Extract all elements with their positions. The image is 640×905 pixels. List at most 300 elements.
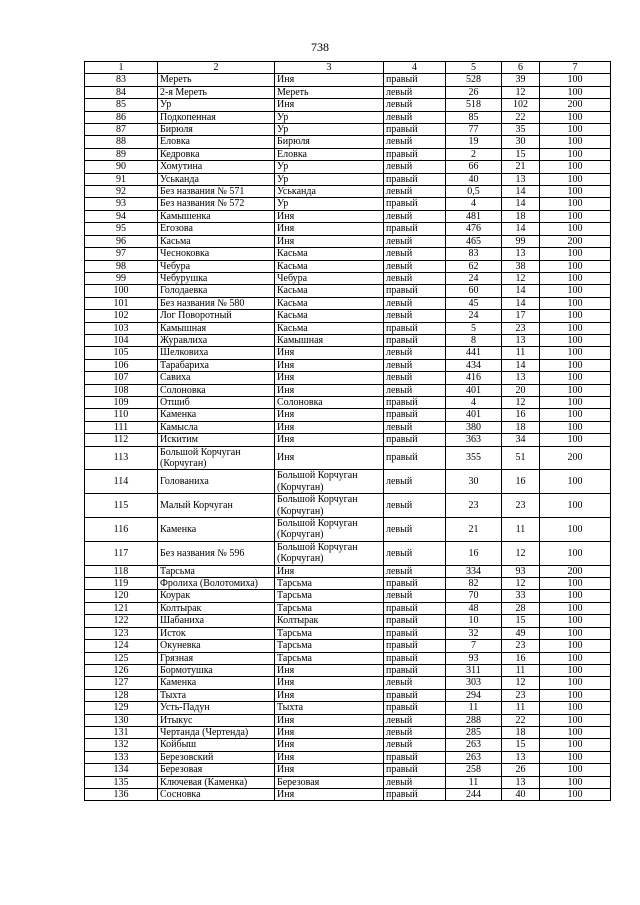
parent-river-cell: Бирюля [275,136,384,148]
parent-river-cell: Ур [275,173,384,185]
protection-zone-width-cell: 100 [540,764,611,776]
distance-from-mouth-cell: 26 [446,86,502,98]
distance-from-mouth-cell: 2 [446,148,502,160]
river-length-cell: 12 [502,86,540,98]
distance-from-mouth-cell: 45 [446,297,502,309]
header-col-2: 2 [158,62,275,74]
row-number-cell: 112 [85,434,158,446]
distance-from-mouth-cell: 62 [446,260,502,272]
distance-from-mouth-cell: 85 [446,111,502,123]
row-number-cell: 91 [85,173,158,185]
table-row [85,494,611,518]
river-length-cell: 16 [502,652,540,664]
distance-from-mouth-cell: 40 [446,173,502,185]
parent-river-cell: Иня [275,434,384,446]
protection-zone-width-cell: 100 [540,409,611,421]
river-length-cell: 14 [502,359,540,371]
parent-river-cell: Касьма [275,260,384,272]
river-length-cell: 16 [502,409,540,421]
river-length-cell: 12 [502,677,540,689]
distance-from-mouth-cell: 355 [446,446,502,470]
row-number-cell: 84 [85,86,158,98]
parent-river-cell: Большой Корчуган (Корчуган) [275,518,384,542]
distance-from-mouth-cell: 518 [446,99,502,111]
parent-river-cell: Иня [275,74,384,86]
parent-river-cell: Иня [275,764,384,776]
bank-side-cell: левый [384,161,446,173]
parent-river-cell: Березовая [275,776,384,788]
row-number-cell: 94 [85,210,158,222]
parent-river-cell: Иня [275,223,384,235]
row-number-cell: 89 [85,148,158,160]
distance-from-mouth-cell: 23 [446,494,502,518]
bank-side-cell: правый [384,322,446,334]
table-row [85,161,611,173]
river-length-cell: 14 [502,297,540,309]
table-row [85,578,611,590]
river-name-cell: Без названия № 571 [158,186,275,198]
river-name-cell: Койбыш [158,739,275,751]
river-name-cell: Большой Корчуган (Корчуган) [158,446,275,470]
protection-zone-width-cell: 100 [540,372,611,384]
table-row [85,664,611,676]
distance-from-mouth-cell: 24 [446,272,502,284]
river-length-cell: 99 [502,235,540,247]
table-row [85,285,611,297]
protection-zone-width-cell: 100 [540,689,611,701]
bank-side-cell: правый [384,602,446,614]
bank-side-cell: левый [384,235,446,247]
bank-side-cell: правый [384,640,446,652]
table-row [85,565,611,577]
river-name-cell: Березовая [158,764,275,776]
river-name-cell: Окуневка [158,640,275,652]
protection-zone-width-cell: 100 [540,111,611,123]
river-name-cell: Грязная [158,652,275,664]
parent-river-cell: Большой Корчуган (Корчуган) [275,541,384,565]
bank-side-cell: левый [384,739,446,751]
row-number-cell: 108 [85,384,158,396]
river-length-cell: 39 [502,74,540,86]
distance-from-mouth-cell: 4 [446,198,502,210]
table-row [85,751,611,763]
row-number-cell: 107 [85,372,158,384]
bank-side-cell: левый [384,677,446,689]
row-number-cell: 95 [85,223,158,235]
distance-from-mouth-cell: 311 [446,664,502,676]
distance-from-mouth-cell: 416 [446,372,502,384]
table-row [85,640,611,652]
bank-side-cell: левый [384,714,446,726]
protection-zone-width-cell: 100 [540,590,611,602]
table-body [85,74,611,801]
river-length-cell: 11 [502,702,540,714]
river-name-cell: Журавлиха [158,334,275,346]
parent-river-cell: Иня [275,421,384,433]
parent-river-cell: Иня [275,384,384,396]
river-name-cell: Тарсьма [158,565,275,577]
river-name-cell: Березовский [158,751,275,763]
river-name-cell: Шабаниха [158,615,275,627]
parent-river-cell: Иня [275,726,384,738]
river-length-cell: 30 [502,136,540,148]
distance-from-mouth-cell: 288 [446,714,502,726]
distance-from-mouth-cell: 263 [446,751,502,763]
river-name-cell: Каменка [158,409,275,421]
row-number-cell: 105 [85,347,158,359]
river-name-cell: Фролиха (Волотомиха) [158,578,275,590]
river-length-cell: 15 [502,615,540,627]
distance-from-mouth-cell: 48 [446,602,502,614]
row-number-cell: 117 [85,541,158,565]
row-number-cell: 125 [85,652,158,664]
protection-zone-width-cell: 100 [540,702,611,714]
distance-from-mouth-cell: 294 [446,689,502,701]
bank-side-cell: правый [384,74,446,86]
table-row [85,347,611,359]
parent-river-cell: Тарсьма [275,590,384,602]
river-length-cell: 13 [502,248,540,260]
distance-from-mouth-cell: 21 [446,518,502,542]
protection-zone-width-cell: 200 [540,446,611,470]
river-name-cell: Еловка [158,136,275,148]
protection-zone-width-cell: 100 [540,714,611,726]
row-number-cell: 115 [85,494,158,518]
parent-river-cell: Ур [275,198,384,210]
protection-zone-width-cell: 100 [540,285,611,297]
river-length-cell: 11 [502,347,540,359]
parent-river-cell: Иня [275,739,384,751]
protection-zone-width-cell: 100 [540,615,611,627]
distance-from-mouth-cell: 244 [446,788,502,800]
table-row [85,602,611,614]
distance-from-mouth-cell: 0,5 [446,186,502,198]
parent-river-cell: Большой Корчуган (Корчуган) [275,494,384,518]
protection-zone-width-cell: 100 [540,210,611,222]
bank-side-cell: левый [384,470,446,494]
row-number-cell: 106 [85,359,158,371]
river-name-cell: 2-я Мереть [158,86,275,98]
bank-side-cell: левый [384,565,446,577]
bank-side-cell: правый [384,148,446,160]
bank-side-cell: правый [384,173,446,185]
river-length-cell: 13 [502,372,540,384]
parent-river-cell: Иня [275,235,384,247]
row-number-cell: 102 [85,310,158,322]
bank-side-cell: правый [384,223,446,235]
river-name-cell: Ключевая (Каменка) [158,776,275,788]
bank-side-cell: левый [384,111,446,123]
river-name-cell: Малый Корчуган [158,494,275,518]
river-length-cell: 33 [502,590,540,602]
protection-zone-width-cell: 100 [540,602,611,614]
river-length-cell: 17 [502,310,540,322]
bank-side-cell: правый [384,198,446,210]
bank-side-cell: левый [384,248,446,260]
parent-river-cell: Иня [275,359,384,371]
row-number-cell: 131 [85,726,158,738]
bank-side-cell: левый [384,518,446,542]
protection-zone-width-cell: 100 [540,359,611,371]
header-col-7: 7 [540,62,611,74]
row-number-cell: 116 [85,518,158,542]
table-row [85,421,611,433]
distance-from-mouth-cell: 363 [446,434,502,446]
parent-river-cell: Иня [275,409,384,421]
bank-side-cell: правый [384,285,446,297]
river-length-cell: 15 [502,148,540,160]
row-number-cell: 93 [85,198,158,210]
parent-river-cell: Большой Корчуган (Корчуган) [275,470,384,494]
bank-side-cell: левый [384,590,446,602]
table-row [85,124,611,136]
table-row [85,677,611,689]
river-length-cell: 13 [502,751,540,763]
protection-zone-width-cell: 100 [540,198,611,210]
bank-side-cell: левый [384,297,446,309]
distance-from-mouth-cell: 30 [446,470,502,494]
river-name-cell: Камышная [158,322,275,334]
river-name-cell: Тарабариха [158,359,275,371]
river-name-cell: Каменка [158,518,275,542]
river-length-cell: 38 [502,260,540,272]
distance-from-mouth-cell: 24 [446,310,502,322]
protection-zone-width-cell: 100 [540,186,611,198]
river-name-cell: Ур [158,99,275,111]
protection-zone-width-cell: 100 [540,322,611,334]
distance-from-mouth-cell: 83 [446,248,502,260]
distance-from-mouth-cell: 70 [446,590,502,602]
distance-from-mouth-cell: 258 [446,764,502,776]
parent-river-cell: Ур [275,161,384,173]
row-number-cell: 126 [85,664,158,676]
bank-side-cell: правый [384,396,446,408]
protection-zone-width-cell: 100 [540,640,611,652]
river-name-cell: Бирюля [158,124,275,136]
distance-from-mouth-cell: 334 [446,565,502,577]
row-number-cell: 123 [85,627,158,639]
row-number-cell: 114 [85,470,158,494]
river-length-cell: 13 [502,334,540,346]
row-number-cell: 127 [85,677,158,689]
protection-zone-width-cell: 100 [540,310,611,322]
table-row [85,223,611,235]
parent-river-cell: Колтырак [275,615,384,627]
parent-river-cell: Касьма [275,297,384,309]
table-row [85,409,611,421]
table-row [85,739,611,751]
table-row [85,111,611,123]
distance-from-mouth-cell: 77 [446,124,502,136]
bank-side-cell: левый [384,86,446,98]
parent-river-cell: Тыхта [275,702,384,714]
table-row [85,297,611,309]
row-number-cell: 119 [85,578,158,590]
bank-side-cell: правый [384,446,446,470]
parent-river-cell: Касьма [275,322,384,334]
table-row [85,173,611,185]
distance-from-mouth-cell: 10 [446,615,502,627]
river-name-cell: Шелковиха [158,347,275,359]
protection-zone-width-cell: 100 [540,434,611,446]
protection-zone-width-cell: 100 [540,161,611,173]
row-number-cell: 121 [85,602,158,614]
table-row [85,788,611,800]
header-col-5: 5 [446,62,502,74]
river-length-cell: 23 [502,322,540,334]
table-row [85,272,611,284]
protection-zone-width-cell: 100 [540,652,611,664]
protection-zone-width-cell: 100 [540,726,611,738]
table-row [85,260,611,272]
parent-river-cell: Иня [275,664,384,676]
parent-river-cell: Касьма [275,285,384,297]
protection-zone-width-cell: 200 [540,565,611,577]
river-name-cell: Савиха [158,372,275,384]
table-row [85,702,611,714]
river-length-cell: 93 [502,565,540,577]
table-row [85,434,611,446]
table-row [85,210,611,222]
parent-river-cell: Иня [275,210,384,222]
river-name-cell: Уськанда [158,173,275,185]
river-name-cell: Без названия № 580 [158,297,275,309]
protection-zone-width-cell: 100 [540,347,611,359]
distance-from-mouth-cell: 481 [446,210,502,222]
table-row [85,322,611,334]
row-number-cell: 88 [85,136,158,148]
table-row [85,615,611,627]
river-length-cell: 15 [502,739,540,751]
parent-river-cell: Ур [275,111,384,123]
table-row [85,396,611,408]
parent-river-cell: Тарсьма [275,652,384,664]
distance-from-mouth-cell: 528 [446,74,502,86]
table-row [85,470,611,494]
bank-side-cell: правый [384,751,446,763]
protection-zone-width-cell: 100 [540,297,611,309]
row-number-cell: 104 [85,334,158,346]
protection-zone-width-cell: 100 [540,421,611,433]
distance-from-mouth-cell: 4 [446,396,502,408]
bank-side-cell: правый [384,689,446,701]
bank-side-cell: правый [384,702,446,714]
distance-from-mouth-cell: 285 [446,726,502,738]
header-col-6: 6 [502,62,540,74]
parent-river-cell: Касьма [275,310,384,322]
river-length-cell: 14 [502,223,540,235]
protection-zone-width-cell: 100 [540,136,611,148]
row-number-cell: 120 [85,590,158,602]
distance-from-mouth-cell: 8 [446,334,502,346]
parent-river-cell: Солоновка [275,396,384,408]
row-number-cell: 109 [85,396,158,408]
protection-zone-width-cell: 200 [540,99,611,111]
river-name-cell: Кедровка [158,148,275,160]
row-number-cell: 90 [85,161,158,173]
row-number-cell: 134 [85,764,158,776]
bank-side-cell: левый [384,726,446,738]
river-name-cell: Тыхта [158,689,275,701]
parent-river-cell: Иня [275,714,384,726]
distance-from-mouth-cell: 16 [446,541,502,565]
distance-from-mouth-cell: 434 [446,359,502,371]
river-name-cell: Чесноковка [158,248,275,260]
distance-from-mouth-cell: 60 [446,285,502,297]
protection-zone-width-cell: 100 [540,664,611,676]
bank-side-cell: левый [384,347,446,359]
table-row [85,541,611,565]
row-number-cell: 110 [85,409,158,421]
river-length-cell: 13 [502,173,540,185]
page-number: 738 [311,40,329,54]
parent-river-cell: Тарсьма [275,640,384,652]
row-number-cell: 111 [85,421,158,433]
parent-river-cell: Уськанда [275,186,384,198]
river-length-cell: 35 [502,124,540,136]
bank-side-cell: правый [384,615,446,627]
row-number-cell: 92 [85,186,158,198]
distance-from-mouth-cell: 11 [446,776,502,788]
distance-from-mouth-cell: 401 [446,384,502,396]
river-name-cell: Итыкус [158,714,275,726]
table-row [85,334,611,346]
river-name-cell: Чертанда (Чертенда) [158,726,275,738]
protection-zone-width-cell: 100 [540,124,611,136]
river-length-cell: 22 [502,111,540,123]
bank-side-cell: левый [384,272,446,284]
protection-zone-width-cell: 100 [540,788,611,800]
river-name-cell: Чебурушка [158,272,275,284]
river-name-cell: Усть-Падун [158,702,275,714]
bank-side-cell: правый [384,334,446,346]
river-length-cell: 21 [502,161,540,173]
river-length-cell: 13 [502,776,540,788]
bank-side-cell: правый [384,764,446,776]
parent-river-cell: Иня [275,677,384,689]
river-length-cell: 22 [502,714,540,726]
bank-side-cell: левый [384,541,446,565]
river-length-cell: 23 [502,494,540,518]
table-row [85,714,611,726]
protection-zone-width-cell: 100 [540,148,611,160]
protection-zone-width-cell: 100 [540,518,611,542]
parent-river-cell: Иня [275,565,384,577]
header-col-3: 3 [275,62,384,74]
protection-zone-width-cell: 100 [540,494,611,518]
protection-zone-width-cell: 100 [540,248,611,260]
distance-from-mouth-cell: 303 [446,677,502,689]
table-row [85,310,611,322]
river-name-cell: Касьма [158,235,275,247]
table-row [85,99,611,111]
protection-zone-width-cell: 100 [540,396,611,408]
bank-side-cell: левый [384,421,446,433]
river-length-cell: 12 [502,396,540,408]
rivers-table [84,61,611,801]
protection-zone-width-cell: 100 [540,776,611,788]
table-row [85,248,611,260]
distance-from-mouth-cell: 11 [446,702,502,714]
bank-side-cell: правый [384,409,446,421]
row-number-cell: 130 [85,714,158,726]
protection-zone-width-cell: 100 [540,751,611,763]
protection-zone-width-cell: 200 [540,235,611,247]
river-name-cell: Чебура [158,260,275,272]
row-number-cell: 100 [85,285,158,297]
distance-from-mouth-cell: 380 [446,421,502,433]
header-col-1: 1 [85,62,158,74]
